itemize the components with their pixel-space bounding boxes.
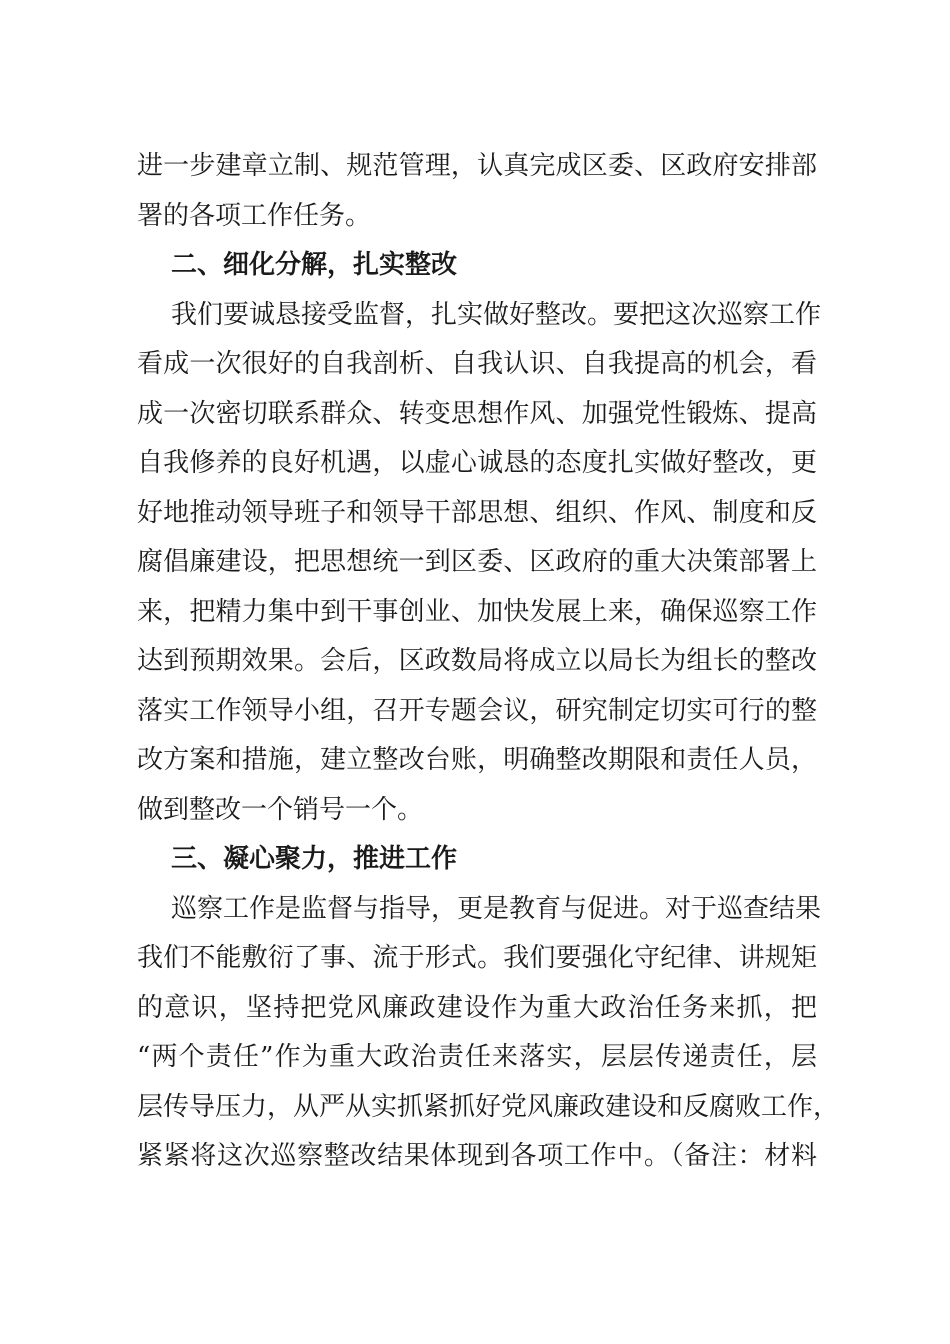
text-line: 自我修养的良好机遇，以虚心诚恳的态度扎实做好整改，更 — [137, 448, 817, 478]
text-line: 层传导压力，从严从实抓紧抓好党风廉政建设和反腐败工作， — [137, 1091, 840, 1122]
text-line: 好地推动领导班子和领导干部思想、组织、作风、制度和反 — [137, 497, 817, 528]
text-line: 进一步建章立制、规范管理，认真完成区委、区政府安排部 — [137, 151, 817, 181]
text-line: 腐倡廉建设，把思想统一到区委、区政府的重大决策部署上 — [137, 547, 817, 577]
text-line: 达到预期效果。会后，区政数局将成立以局长为组长的整改 — [137, 646, 817, 676]
text-line: 我们不能敷衍了事、流于形式。我们要强化守纪律、讲规矩 — [137, 943, 817, 973]
text-line: 落实工作领导小组，召开专题会议，研究制定切实可行的整 — [137, 695, 817, 726]
text-line: 紧紧将这次巡察整改结果体现到各项工作中。（备注：材料 — [137, 1141, 817, 1171]
text-line: 我们要诚恳接受监督，扎实做好整改。要把这次巡察工作 — [171, 299, 822, 330]
section-heading: 二、细化分解，扎实整改 — [171, 250, 458, 280]
text-line: “两个责任”作为重大政治责任来落实，层层传递责任，层 — [137, 1042, 817, 1072]
text-line: 看成一次很好的自我剖析、自我认识、自我提高的机会，看 — [137, 349, 817, 379]
text-line: 巡察工作是监督与指导，更是教育与促进。对于巡查结果 — [171, 893, 822, 924]
text-line: 来，把精力集中到干事创业、加快发展上来，确保巡察工作 — [137, 596, 817, 627]
document-body — [137, 142, 840, 1182]
text-line: 做到整改一个销号一个。 — [137, 794, 424, 825]
text-line: 改方案和措施，建立整改台账，明确整改期限和责任人员， — [137, 745, 817, 775]
text-line: 的意识，坚持把党风廉政建设作为重大政治任务来抓，把 — [137, 992, 817, 1023]
section-heading: 三、凝心聚力，推进工作 — [171, 844, 458, 874]
text-line: 成一次密切联系群众、转变思想作风、加强党性锻炼、提高 — [137, 398, 817, 429]
text-line: 署的各项工作任务。 — [137, 200, 372, 231]
